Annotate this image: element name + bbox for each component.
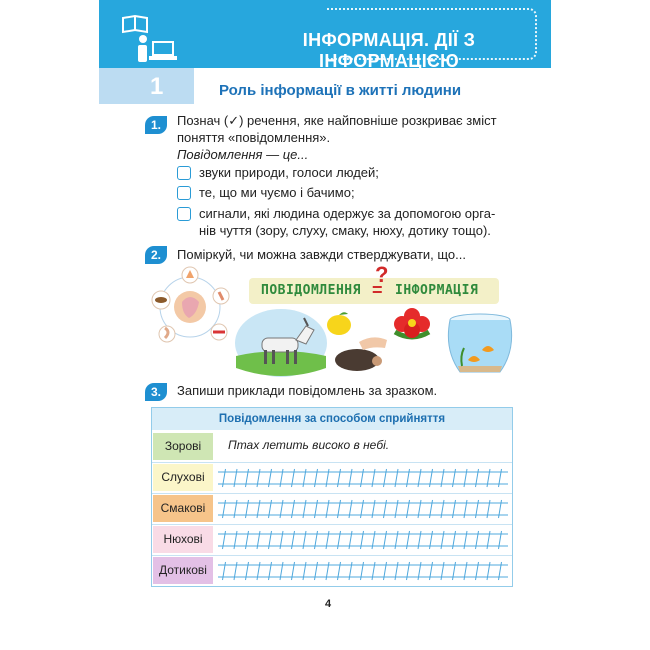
lesson-title: Роль інформації в житті людини — [219, 82, 462, 99]
option-2-checkbox[interactable] — [177, 186, 191, 200]
aquarium-picture — [444, 310, 516, 380]
task-3-text: Запиши приклади повідомлень за зразком. — [177, 383, 438, 398]
task-1-text-line-1: Познач (✓) речення, яке найповніше розкриває зміст — [177, 113, 497, 128]
goat-picture — [234, 308, 328, 378]
row-separator — [152, 555, 512, 556]
info-laptop-logo-icon — [119, 12, 179, 64]
row-label-taste: Смакові — [153, 495, 213, 522]
handwriting-lines-touch[interactable] — [218, 561, 508, 581]
question-mark: ? — [375, 262, 389, 287]
flower-picture — [387, 302, 437, 350]
task-2-text: Поміркуй, чи можна завжди стверджувати, що... — [177, 247, 467, 262]
row-separator — [152, 493, 512, 494]
row-label-visual: Зорові — [153, 433, 213, 460]
workbook-page — [99, 0, 551, 650]
row-label-auditory: Слухові — [153, 464, 213, 491]
handwriting-lines-auditory[interactable] — [218, 468, 508, 488]
equation-left-word: ПОВІДОМЛЕННЯ — [261, 283, 361, 298]
task-1-lead: Повідомлення — це... — [177, 147, 309, 162]
task-3-badge: 3. — [145, 383, 167, 401]
row-label-smell: Нюхові — [153, 526, 213, 553]
equation-sign: = — [372, 280, 383, 300]
task-1-text-line-2: поняття «повідомлення». — [177, 130, 331, 145]
option-1-text: звуки природи, голоси людей; — [199, 165, 379, 180]
handwriting-lines-smell[interactable] — [218, 530, 508, 550]
task-2-badge: 2. — [145, 246, 167, 264]
option-2-text: те, що ми чуємо і бачимо; — [199, 185, 355, 200]
option-1-checkbox[interactable] — [177, 166, 191, 180]
header-band — [99, 0, 551, 71]
equation-right-word: ІНФОРМАЦІЯ — [395, 283, 479, 298]
row-separator — [152, 524, 512, 525]
option-3-text-line-1: сигнали, які людина одержує за допомогою орга- — [199, 206, 496, 221]
hedgehog-picture — [329, 334, 389, 372]
row-separator — [152, 462, 512, 463]
option-3-checkbox[interactable] — [177, 207, 191, 221]
perception-table — [151, 407, 513, 587]
table-header: Повідомлення за способом сприйняття — [152, 408, 512, 430]
option-3-text-line-2: нів чуття (зору, слуху, смаку, нюху, дотику тощо). — [199, 223, 491, 238]
task-1-badge: 1. — [145, 116, 167, 134]
lesson-tab — [99, 68, 194, 104]
page-number: 4 — [325, 598, 332, 610]
handwriting-lines-taste[interactable] — [218, 499, 508, 519]
example-answer: Птах летить високо в небі. — [228, 438, 390, 452]
chapter-title: ІНФОРМАЦІЯ. ДІЇ З ІНФОРМАЦІЄЮ — [302, 30, 476, 71]
row-label-touch: Дотикові — [153, 557, 213, 584]
lesson-number: 1 — [150, 73, 164, 100]
senses-illustration — [149, 266, 231, 348]
